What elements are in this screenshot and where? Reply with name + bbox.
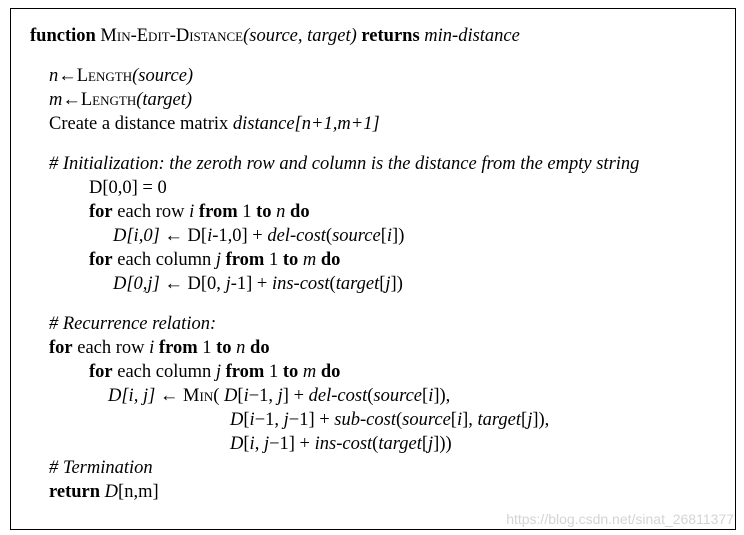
stmt-lhs: D[0,j] xyxy=(113,274,160,294)
cost-fn: del-cost xyxy=(267,226,326,246)
stmt-part: -1,0] + xyxy=(212,226,268,246)
do-keyword: do xyxy=(245,338,270,358)
stmt-part: ( xyxy=(213,386,225,406)
loop-var: j xyxy=(215,362,222,382)
init-for-col xyxy=(89,249,340,271)
stmt-part: i xyxy=(386,226,393,246)
recurrence-comment: # Recurrence relation: xyxy=(49,314,217,334)
loop-start: 1 xyxy=(268,362,279,382)
stmt-part: ]), xyxy=(433,386,451,406)
stmt-lhs: D[i, j] xyxy=(108,386,156,406)
loop-end: m xyxy=(302,250,317,270)
stmt-lhs: D[i,0] xyxy=(113,226,160,246)
stmt-part: , xyxy=(254,434,264,454)
for-keyword: for xyxy=(49,338,73,358)
arrow: ← xyxy=(159,226,188,246)
length-fn: Length xyxy=(80,90,137,110)
stmt-part: j xyxy=(277,386,283,406)
n-assignment xyxy=(49,65,193,87)
return-index: [n,m] xyxy=(118,482,159,502)
stmt-part: ]), xyxy=(532,410,550,430)
stmt-part: j xyxy=(385,274,391,294)
for-keyword: for xyxy=(89,202,113,222)
loop-var: j xyxy=(215,250,222,270)
stmt-part: source xyxy=(373,386,423,406)
rec-stmt-line3 xyxy=(230,433,452,455)
stmt-part: [ xyxy=(521,410,528,430)
stmt-part: ( xyxy=(367,386,374,406)
to-keyword: to xyxy=(251,202,277,222)
do-keyword: do xyxy=(316,250,341,270)
rec-stmt-line2 xyxy=(230,409,549,431)
stmt-part: [ xyxy=(380,226,387,246)
return-line xyxy=(49,481,159,503)
stmt-part: [ xyxy=(422,386,429,406)
for-text: each column xyxy=(112,250,216,270)
stmt-part: i xyxy=(249,410,255,430)
cost-fn: ins-cost xyxy=(314,434,373,454)
return-matrix: D xyxy=(100,482,119,502)
stmt-part: [ xyxy=(379,274,386,294)
for-keyword: for xyxy=(89,250,113,270)
loop-start: 1 xyxy=(242,202,252,222)
stmt-part: j xyxy=(428,434,434,454)
returns-keyword: returns xyxy=(361,26,420,46)
m-var: m xyxy=(49,90,63,110)
stmt-part: i xyxy=(456,410,463,430)
arrow: ← xyxy=(62,90,81,110)
stmt-part: j xyxy=(263,434,270,454)
stmt-part: j xyxy=(283,410,289,430)
loop-end: n xyxy=(276,202,286,222)
stmt-part: D[ xyxy=(187,226,208,246)
from-keyword: from xyxy=(221,250,269,270)
stmt-part: D xyxy=(230,434,244,454)
stmt-part: target xyxy=(477,410,522,430)
min-fn: Min xyxy=(183,386,214,406)
stmt-part: ( xyxy=(325,226,333,246)
do-keyword: do xyxy=(285,202,310,222)
n-var: n xyxy=(49,66,59,86)
stmt-part: i xyxy=(249,434,255,454)
stmt-part: j xyxy=(527,410,533,430)
stmt-part: ], xyxy=(462,410,478,430)
stmt-part: source xyxy=(332,226,381,246)
function-header xyxy=(30,25,520,47)
stmt-part: j xyxy=(220,274,231,294)
stmt-part: D xyxy=(224,386,238,406)
stmt-part: target xyxy=(378,434,422,454)
stmt-part: ( xyxy=(395,410,403,430)
termination-comment: # Termination xyxy=(49,458,153,478)
stmt-part: -1] + xyxy=(230,274,272,294)
returns-value: min-distance xyxy=(424,26,520,46)
stmt-part: [ xyxy=(450,410,457,430)
from-keyword: from xyxy=(154,338,203,358)
function-keyword: function xyxy=(30,26,96,46)
stmt-part: [ xyxy=(421,434,429,454)
stmt-part: source xyxy=(402,410,451,430)
loop-var: i xyxy=(189,202,195,222)
stmt-part: ])) xyxy=(433,434,452,454)
stmt-part: [ xyxy=(243,410,250,430)
stmt-part: ( xyxy=(329,274,336,294)
m-arg: (target) xyxy=(136,90,193,110)
stmt-part: D xyxy=(230,410,244,430)
watermark: https://blog.csdn.net/sinat_26811377 xyxy=(506,511,734,527)
loop-end: n xyxy=(236,338,246,358)
init-assign: D[0,0] = 0 xyxy=(89,178,167,198)
stmt-part: ]) xyxy=(390,274,403,294)
stmt-part: −1, xyxy=(248,386,278,406)
function-name: Min-Edit-Distance xyxy=(100,26,244,46)
function-args: (source, target) xyxy=(243,26,357,46)
init-for-row xyxy=(89,201,310,223)
init-comment: # Initialization: the zeroth row and column is the distance from the empty string xyxy=(49,154,640,174)
m-assignment xyxy=(49,89,192,111)
stmt-part: i xyxy=(243,386,249,406)
loop-var: i xyxy=(149,338,155,358)
rec-for-col xyxy=(89,361,340,383)
cost-fn: ins-cost xyxy=(271,274,330,294)
stmt-part: −1] + xyxy=(288,410,335,430)
for-text: each column xyxy=(112,362,216,382)
to-keyword: to xyxy=(278,250,303,270)
stmt-part: −1, xyxy=(254,410,284,430)
stmt-part: ]) xyxy=(392,226,405,246)
length-fn: Length xyxy=(76,66,133,86)
cost-fn: sub-cost xyxy=(334,410,396,430)
to-keyword: to xyxy=(278,362,303,382)
stmt-part: D[0, xyxy=(187,274,221,294)
from-keyword: from xyxy=(221,362,269,382)
arrow: ← xyxy=(58,66,77,86)
from-keyword: from xyxy=(194,202,243,222)
stmt-part: i xyxy=(207,226,213,246)
loop-start: 1 xyxy=(268,250,279,270)
for-text: each row xyxy=(112,202,190,222)
matrix-decl: distance[n+1,m+1] xyxy=(232,114,380,134)
stmt-part: ] + xyxy=(282,386,309,406)
arrow: ← xyxy=(155,386,184,406)
create-matrix-line xyxy=(49,113,380,135)
rec-stmt-line1 xyxy=(108,385,450,407)
for-text: each row xyxy=(72,338,150,358)
init-row-stmt xyxy=(113,225,404,247)
do-keyword: do xyxy=(316,362,341,382)
stmt-part: target xyxy=(335,274,380,294)
to-keyword: to xyxy=(211,338,237,358)
n-arg: (source) xyxy=(132,66,194,86)
loop-start: 1 xyxy=(202,338,212,358)
loop-end: m xyxy=(302,362,317,382)
stmt-part: [ xyxy=(237,386,244,406)
init-col-stmt xyxy=(113,273,403,295)
stmt-part: ( xyxy=(372,434,379,454)
stmt-part: −1] + xyxy=(269,434,315,454)
arrow: ← xyxy=(159,274,188,294)
stmt-part: [ xyxy=(243,434,250,454)
rec-for-row xyxy=(49,337,270,359)
cost-fn: del-cost xyxy=(308,386,368,406)
create-text: Create a distance matrix xyxy=(49,114,233,134)
for-keyword: for xyxy=(89,362,113,382)
stmt-part: i xyxy=(428,386,434,406)
return-keyword: return xyxy=(49,482,101,502)
